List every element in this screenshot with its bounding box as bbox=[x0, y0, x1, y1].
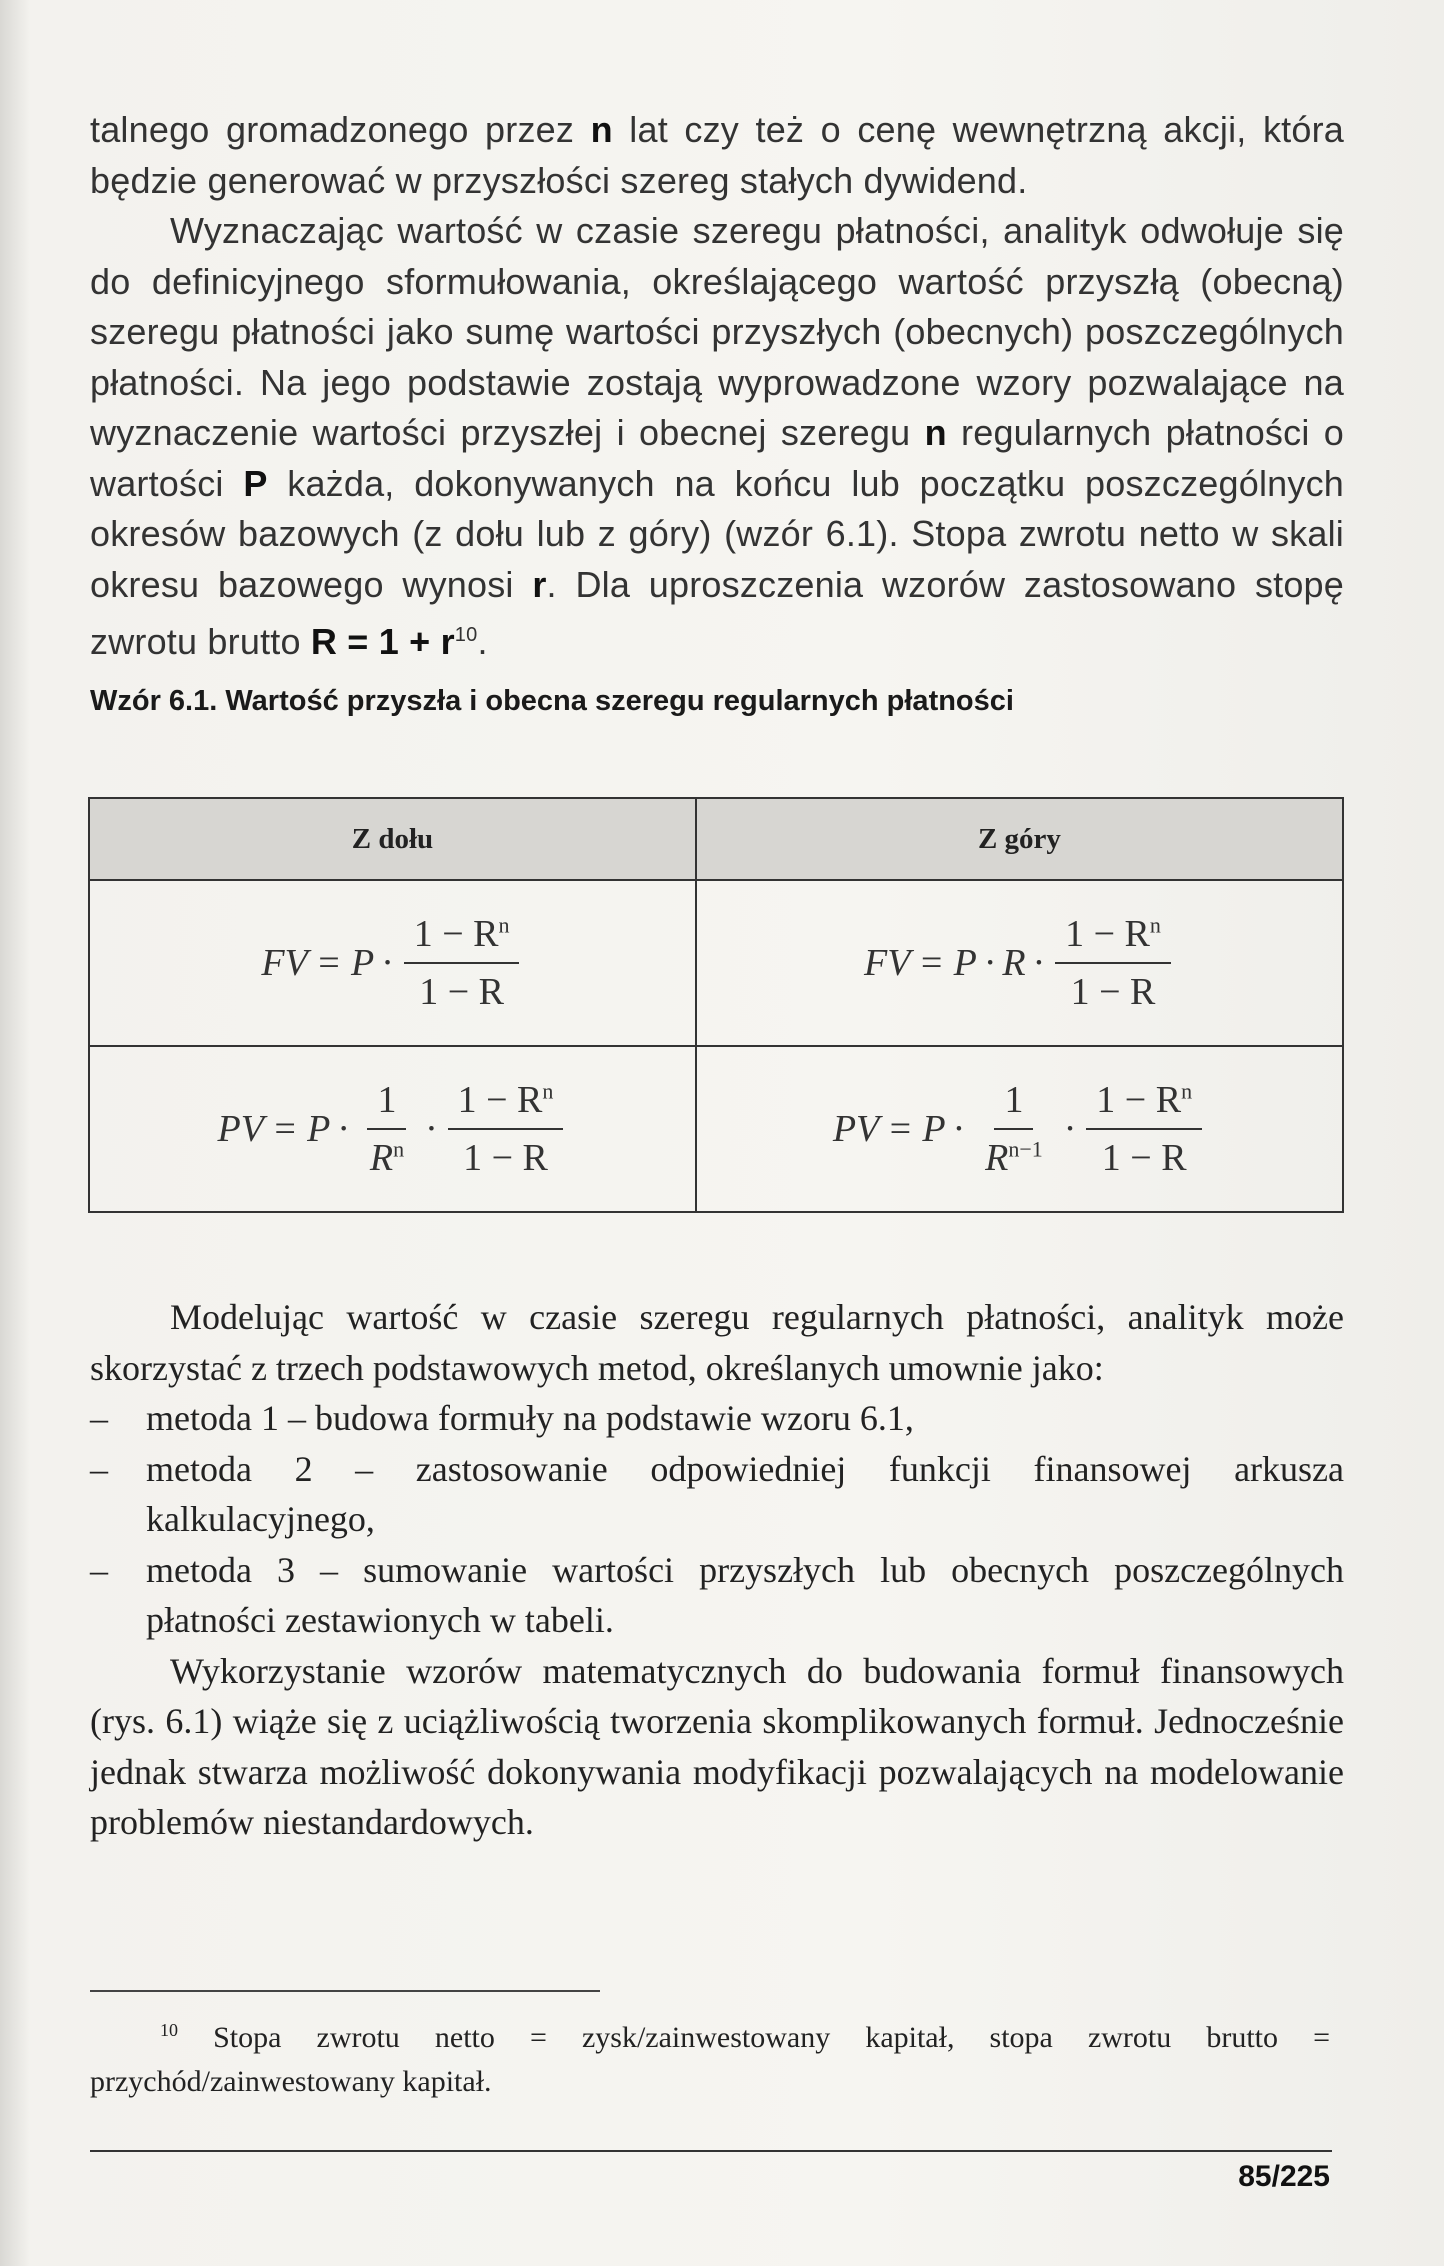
bottom-divider bbox=[90, 2150, 1332, 2152]
numerator: 1 − R bbox=[1096, 1079, 1182, 1121]
intro-text bbox=[90, 105, 1344, 668]
dot: · bbox=[1064, 1108, 1075, 1150]
fv-symbol: FV bbox=[261, 942, 308, 984]
list-item-text: metoda 1 – budowa formuły na podstawie wzoru 6.1, bbox=[146, 1398, 914, 1438]
intro-text-part: regularnych płatności o wartości bbox=[90, 412, 1345, 504]
list-item bbox=[90, 1393, 1344, 1444]
intro-text-part: lat czy też o cenę wewnętrzną akcji, która będzie generować w przyszłości szereg stałych dywidend. bbox=[90, 109, 1344, 201]
denominator: 1 − R bbox=[1101, 1137, 1187, 1179]
formula-table-header bbox=[89, 798, 1343, 880]
dot: · bbox=[426, 1108, 436, 1150]
footnote-divider bbox=[90, 1990, 600, 1992]
fv-symbol: FV bbox=[864, 942, 911, 984]
fraction bbox=[448, 1078, 564, 1180]
intro-line bbox=[90, 105, 1344, 206]
symbol-r: r bbox=[532, 563, 547, 605]
dot: · bbox=[1033, 942, 1044, 984]
intro-text-part: Wyznaczając wartość w czasie szeregu płatności, analityk odwołuje się do definicyjnego sformułowania, określającego wartość przyszłą (obecną) szeregu płatności jako sumę wartości przyszłych (obecnych) poszczególnych płatności. Na jego podstawie zostają wyprowadzone wzory pozwalające na wyznaczenie wartości przyszłej i obecnej szeregu bbox=[90, 210, 1344, 453]
fv-z-gory-formula bbox=[696, 880, 1343, 1046]
footnote-number: 10 bbox=[160, 2020, 178, 2040]
body-text bbox=[90, 1292, 1344, 1848]
list-item-text: metoda 2 – zastosowanie odpowiedniej funkcji finansowej arkusza kalkulacyjnego, bbox=[146, 1448, 1344, 1539]
dash-bullet: – bbox=[90, 1398, 108, 1438]
methods-intro: Modelując wartość w czasie szeregu regularnych płatności, analityk może skorzystać z trzech podstawowych metod, określanych umownie jako: bbox=[90, 1297, 1344, 1388]
list-item-text: metoda 3 – sumowanie wartości przyszłych lub obecnych poszczególnych płatności zestawionych w tabeli. bbox=[146, 1549, 1344, 1640]
exponent: n bbox=[542, 1078, 554, 1104]
fraction bbox=[1055, 912, 1171, 1014]
formulas-paragraph: Wykorzystanie wzorów matematycznych do budowania formuł finansowych (rys. 6.1) wiąże się z uciążliwością tworzenia skomplikowanych formuł. Jednocześnie jednak stwarza możliwość dokonywania modyfikacji pozwalających na modelowanie problemów niestandardowych. bbox=[90, 1650, 1344, 1842]
numerator: 1 − R bbox=[413, 913, 499, 955]
fraction bbox=[975, 1078, 1053, 1180]
numerator: 1 − R bbox=[457, 1079, 543, 1121]
methods-list bbox=[90, 1393, 1344, 1646]
r-symbol: R bbox=[1002, 942, 1026, 984]
fv-row bbox=[89, 880, 1343, 1046]
intro-text-part: . Dla uproszczenia wzorów zastosowano stopę zwrotu brutto bbox=[90, 563, 1345, 662]
page-number: 85/225 bbox=[1238, 2160, 1330, 2193]
symbol-n: n bbox=[590, 109, 613, 150]
numerator: 1 bbox=[367, 1078, 406, 1130]
dash-bullet: – bbox=[90, 1549, 108, 1590]
intro-paragraph bbox=[90, 206, 1344, 668]
intro-text-part: talnego gromadzonego przez bbox=[90, 109, 591, 150]
exponent: n bbox=[1181, 1078, 1193, 1104]
pv-z-dolu-formula bbox=[89, 1046, 696, 1212]
fraction bbox=[1086, 1078, 1202, 1180]
list-item bbox=[90, 1545, 1344, 1646]
header-z-dolu: Z dołu bbox=[89, 798, 696, 880]
exponent: n bbox=[1149, 912, 1161, 938]
denominator: 1 − R bbox=[463, 1137, 548, 1179]
denominator: R bbox=[985, 1137, 1009, 1179]
intro-text-part: . bbox=[477, 621, 488, 662]
pv-symbol: PV bbox=[217, 1108, 264, 1150]
eq-p: = P bbox=[887, 1108, 946, 1150]
fv-z-dolu-formula bbox=[89, 880, 696, 1046]
list-item bbox=[90, 1444, 1344, 1545]
eq-p: = P bbox=[918, 942, 977, 984]
pv-z-gory-formula bbox=[696, 1046, 1343, 1212]
eq-p: = P bbox=[271, 1108, 331, 1150]
dot: · bbox=[984, 942, 995, 984]
dot: · bbox=[338, 1108, 348, 1150]
denominator: 1 − R bbox=[419, 971, 504, 1013]
dot: · bbox=[382, 942, 392, 984]
footnote-ref[interactable]: 10 bbox=[454, 624, 478, 646]
footnote-text: Stopa zwrotu netto = zysk/zainwestowany kapitał, stopa zwrotu brutto = przychód/zainwestowany kapitał. bbox=[90, 2021, 1330, 2098]
pv-symbol: PV bbox=[832, 1108, 880, 1150]
footnote bbox=[90, 2008, 1330, 2104]
gross-return-formula: R = 1 + r bbox=[310, 621, 455, 662]
symbol-n: n bbox=[924, 412, 947, 453]
denominator: R bbox=[369, 1137, 394, 1179]
symbol-p: P bbox=[243, 462, 268, 504]
dash-bullet: – bbox=[90, 1448, 108, 1489]
intro-text-part: każda, dokonywanych na końcu lub początku poszczególnych okresów bazowych (z dołu lub z góry) (wzór 6.1). Stopa zwrotu netto w skali okresu bazowego wynosi bbox=[90, 462, 1344, 605]
numerator: 1 − R bbox=[1065, 913, 1150, 955]
pv-row bbox=[89, 1046, 1343, 1212]
formula-table bbox=[88, 797, 1344, 1213]
denominator: 1 − R bbox=[1070, 971, 1156, 1013]
fraction bbox=[404, 912, 520, 1014]
dot: · bbox=[953, 1108, 964, 1150]
exponent: n bbox=[498, 912, 510, 938]
eq-p: = P bbox=[315, 942, 375, 984]
header-z-gory: Z góry bbox=[696, 798, 1343, 880]
exponent: n bbox=[393, 1136, 405, 1162]
formula-caption: Wzór 6.1. Wartość przyszła i obecna szeregu regularnych płatności bbox=[90, 685, 1014, 717]
numerator: 1 bbox=[994, 1078, 1033, 1130]
fraction bbox=[360, 1078, 414, 1180]
exponent: n−1 bbox=[1008, 1136, 1043, 1162]
